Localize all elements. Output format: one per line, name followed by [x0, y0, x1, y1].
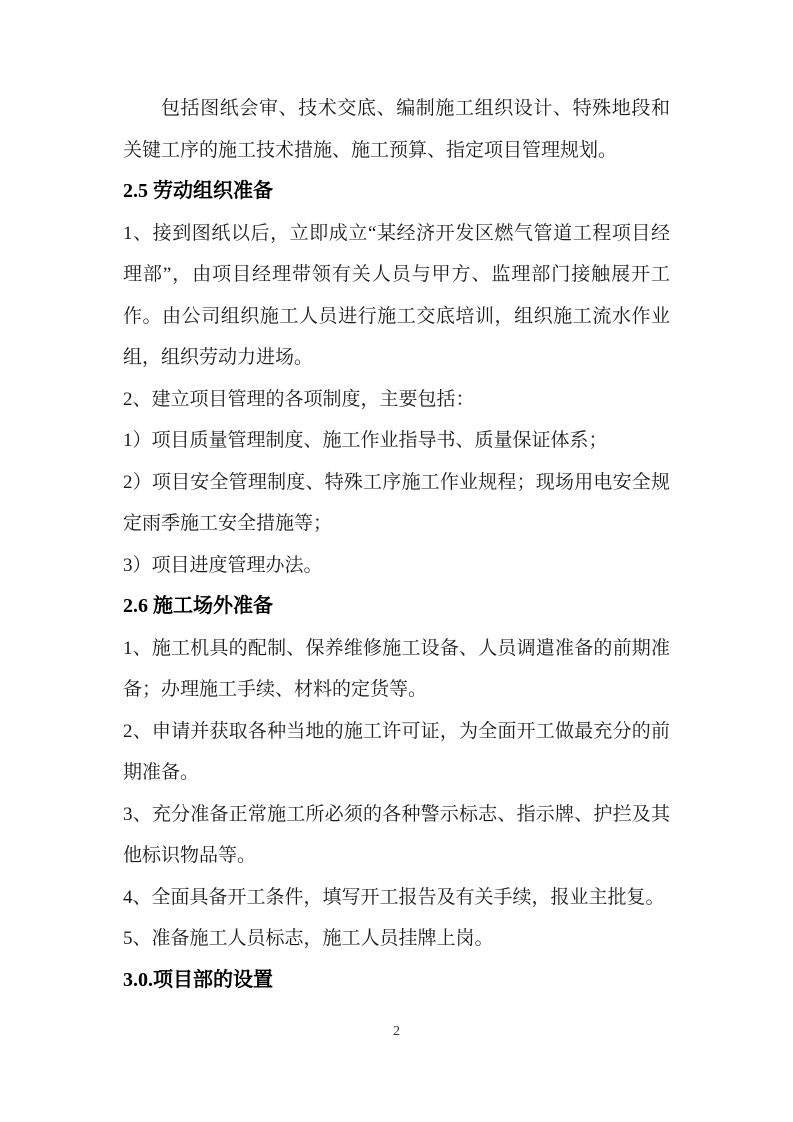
page-footer [0, 1022, 793, 1040]
paragraph: 1、接到图纸以后，立即成立“某经济开发区燃气管道工程项目经理部”，由项目经理带领有关人员与甲方、监理部门接触展开工作。由公司组织施工人员进行施工交底培训，组织施工流水作业组，组织劳动力进场。 [123, 222, 670, 368]
section-heading: 2.6 施工场外准备 [123, 595, 273, 617]
paragraph: 2、建立项目管理的各项制度，主要包括： [123, 388, 475, 410]
page-number: 2 [393, 1024, 400, 1039]
paragraph: 2）项目安全管理制度、特殊工序施工作业规程；现场用电安全规定雨季施工安全措施等； [123, 471, 670, 534]
paragraph: 1）项目质量管理制度、施工作业指导书、质量保证体系； [123, 430, 608, 451]
paragraph: 4、全面具备开工条件，填写开工报告及有关手续，报业主批复。 [123, 886, 665, 908]
paragraph: 3）项目进度管理办法。 [123, 554, 323, 576]
paragraph: 2、申请并获取各种当地的施工许可证，为全面开工做最充分的前期准备。 [123, 720, 670, 783]
paragraph: 包括图纸会审、技术交底、编制施工组织设计、特殊地段和关键工序的施工技术措施、施工预算、指定项目管理规划。 [123, 98, 670, 161]
document-body [123, 88, 670, 1001]
section-heading: 2.5 劳动组织准备 [123, 180, 273, 202]
paragraph: 1、施工机具的配制、保养维修施工设备、人员调遣准备的前期准备；办理施工手续、材料的定货等。 [123, 637, 670, 700]
section-heading: 3.0.项目部的设置 [123, 968, 273, 991]
paragraph: 5、准备施工人员标志，施工人员挂牌上岗。 [123, 928, 494, 949]
paragraph: 3、充分准备正常施工所必须的各种警示标志、指示牌、护拦及其他标识物品等。 [123, 803, 670, 866]
